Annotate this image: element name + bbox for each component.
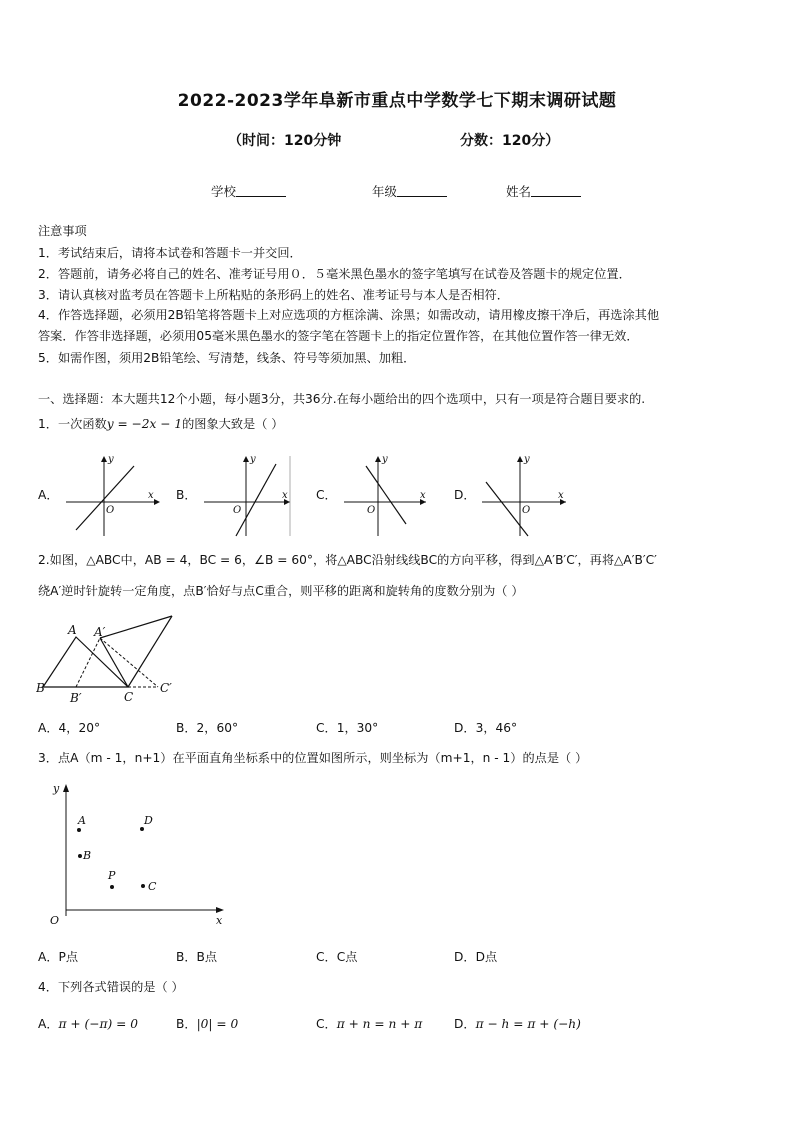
q1-graph-c <box>340 452 440 540</box>
note-item: 4．作答选择题，必须用2B铅笔将答题卡上对应选项的方框涂满、涂黑；如需改动，请用橡皮擦干净后，再选涂其他 <box>38 308 660 322</box>
svg-text:y: y <box>524 454 530 465</box>
q3-option-d[interactable]: D．D点 <box>454 950 498 964</box>
question-2-line2: 绕A′逆时针旋转一定角度，点B′恰好与点C重合，则平移的距离和旋转角的度数分别为（ ） <box>38 584 524 598</box>
svg-text:A: A <box>68 623 77 637</box>
q2-option-b[interactable]: B．2，60° <box>176 721 239 735</box>
svg-text:x: x <box>216 914 223 927</box>
svg-text:C: C <box>124 690 134 704</box>
svg-text:D: D <box>144 814 153 827</box>
q4-option-c[interactable]: C．π + n = n + π <box>316 1017 423 1031</box>
page-title: 2022-2023学年阜新市重点中学数学七下期末调研试题 <box>177 91 617 111</box>
note-item: 2．答题前，请务必将自己的姓名、准考证号用０．５毫米黑色墨水的签字笔填写在试卷及答题卡的规定位置． <box>38 267 631 281</box>
time-label: （时间：120分钟 <box>228 133 342 149</box>
note-item: 1．考试结束后，请将本试卷和答题卡一并交回． <box>38 246 302 260</box>
note-item: 5．如需作图，须用2B铅笔绘、写清楚，线条、符号等须加黑、加粗． <box>38 351 416 365</box>
svg-text:O: O <box>233 505 242 516</box>
name-field: 姓名 <box>506 182 581 200</box>
q2-option-c[interactable]: C．1，30° <box>316 721 379 735</box>
svg-text:O: O <box>522 505 531 516</box>
note-item: 3．请认真核对监考员在答题卡上所粘贴的条形码上的姓名、准考证号与本人是否相符． <box>38 288 509 302</box>
svg-text:x: x <box>282 490 288 501</box>
svg-text:O: O <box>367 505 376 516</box>
q3-coordinate-plane <box>44 780 230 928</box>
question-3: 3．点A（m - 1，n+1）在平面直角坐标系中的位置如图所示，则坐标为（m+1，n - 1）的点是（ ） <box>38 751 588 765</box>
question-1: 1．一次函数y = −2x − 1的图象大致是（ ） <box>38 417 284 431</box>
q1-option-a[interactable]: A． <box>38 488 59 502</box>
svg-text:x: x <box>148 490 154 501</box>
svg-text:C: C <box>148 880 157 893</box>
q1-option-c[interactable]: C． <box>316 488 337 502</box>
question-2-line1: 2.如图，△ABC中，AB = 4，BC = 6，∠B = 60°，将△ABC沿射线线BC的方向平移，得到△A′B′C′，再将△A′B′C′ <box>38 553 657 567</box>
score-label: 分数：120分） <box>460 133 560 149</box>
school-field: 学校 <box>211 182 286 200</box>
question-4: 4．下列各式错误的是（ ） <box>38 980 184 994</box>
svg-text:y: y <box>108 454 114 465</box>
svg-text:x: x <box>558 490 564 501</box>
svg-text:B′: B′ <box>70 691 82 705</box>
q3-option-c[interactable]: C．C点 <box>316 950 358 964</box>
q1-graph-b <box>200 452 300 540</box>
svg-text:A′: A′ <box>94 625 106 639</box>
svg-text:O: O <box>106 505 115 516</box>
q2-option-a[interactable]: A．4，20° <box>38 721 101 735</box>
svg-text:y: y <box>382 454 388 465</box>
q2-option-d[interactable]: D．3，46° <box>454 721 518 735</box>
svg-text:O: O <box>50 914 60 927</box>
note-item: 答案．作答非选择题，必须用05毫米黑色墨水的签字笔在答题卡上的指定位置作答，在其他位置作答一律无效． <box>38 329 639 343</box>
svg-text:y: y <box>250 454 256 465</box>
q1-option-d[interactable]: D． <box>454 488 476 502</box>
q4-option-a[interactable]: A．π + (−π) = 0 <box>38 1017 138 1031</box>
q3-option-a[interactable]: A．P点 <box>38 950 79 964</box>
section-heading: 一、选择题：本大题共12个小题，每小题3分，共36分.在每小题给出的四个选项中，只有一项是符合题目要求的. <box>38 392 646 406</box>
grade-field: 年级 <box>372 182 447 200</box>
q3-option-b[interactable]: B．B点 <box>176 950 218 964</box>
svg-text:x: x <box>420 490 426 501</box>
svg-text:B: B <box>83 849 92 862</box>
svg-text:B: B <box>36 681 45 695</box>
svg-text:A: A <box>78 814 86 827</box>
q1-option-b[interactable]: B． <box>176 488 197 502</box>
q4-option-d[interactable]: D．π − h = π + (−h) <box>454 1017 581 1031</box>
q4-option-b[interactable]: B．|0| = 0 <box>176 1017 239 1031</box>
notes-heading: 注意事项 <box>38 224 87 238</box>
q1-graph-d <box>478 452 578 540</box>
svg-text:P: P <box>108 869 116 882</box>
svg-text:C′: C′ <box>160 681 172 695</box>
q2-figure <box>36 608 186 706</box>
svg-text:y: y <box>53 782 60 795</box>
q1-graph-a <box>62 452 162 540</box>
